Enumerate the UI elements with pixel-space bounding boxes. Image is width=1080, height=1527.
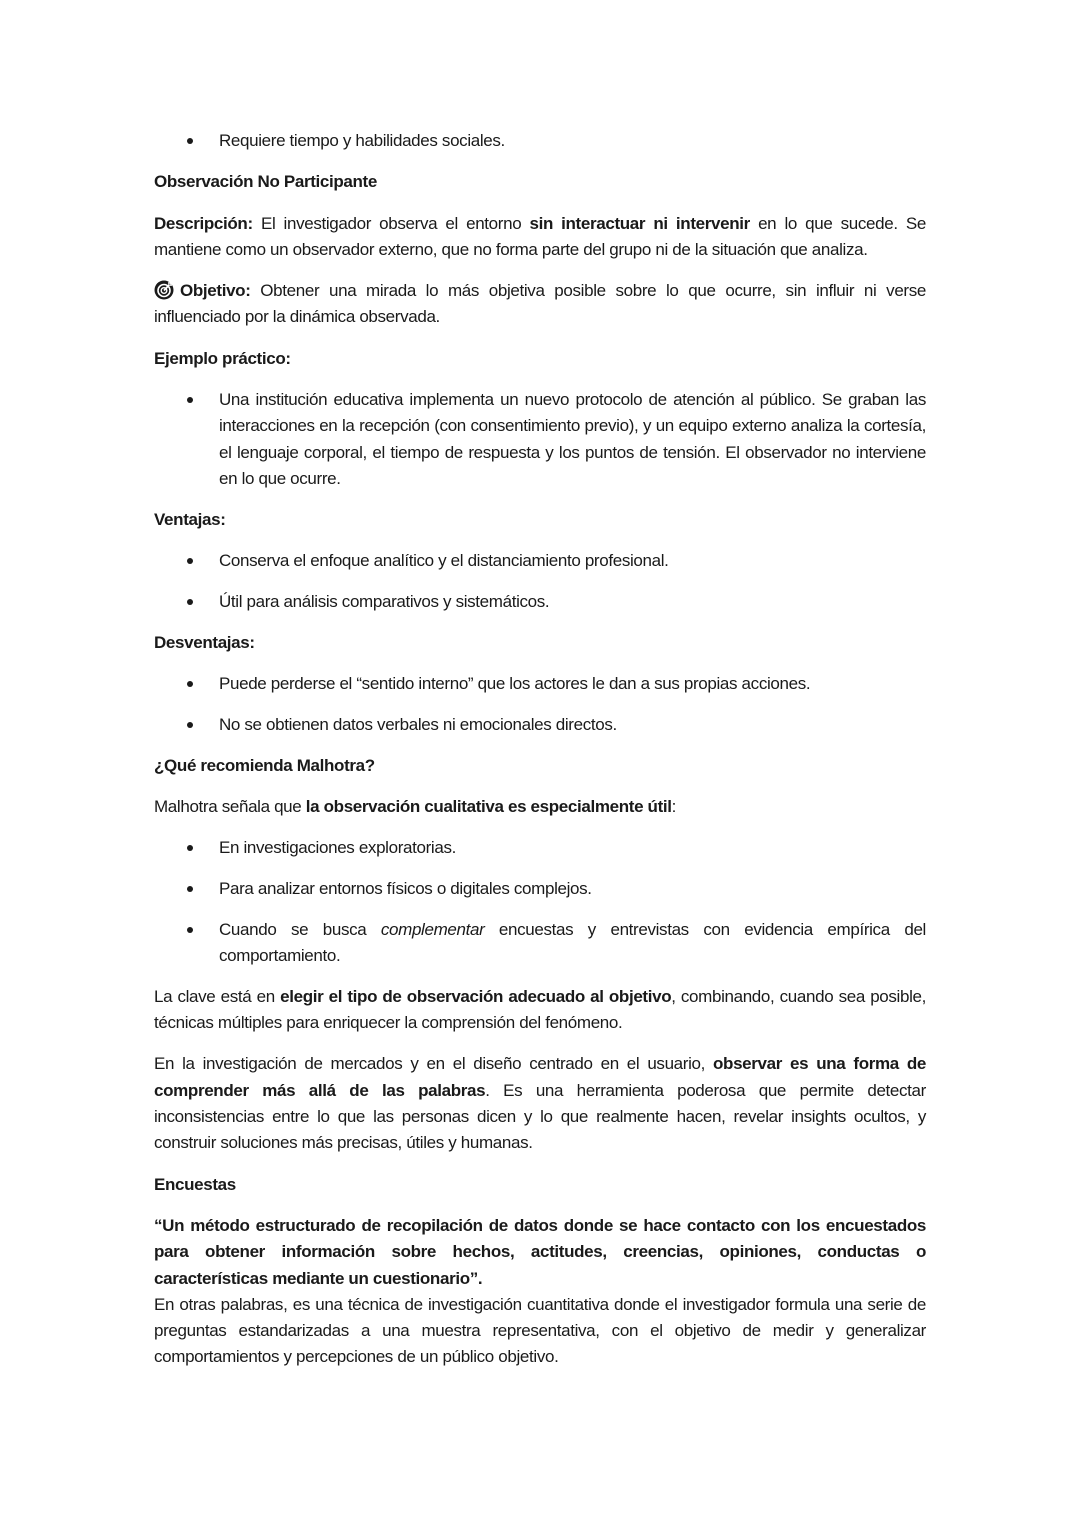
key-paragraph: La clave está en elegir el tipo de observación adecuado al objetivo, combinando, cuando sea posible, técnicas múltiples para enriquecer la comprensión del fenómeno. bbox=[154, 986, 926, 1033]
malhotra-title: ¿Qué recomienda Malhotra? bbox=[154, 755, 375, 775]
list-item: En investigaciones exploratorias. bbox=[154, 835, 926, 861]
surveys-quote: “Un método estructurado de recopilación de datos donde se hace contacto con los encuestados para obtener información sobre hechos, actitudes, creencias, opiniones, conductas o características mediante un cuestionario”. bbox=[154, 1215, 926, 1288]
advantages-title: Ventajas: bbox=[154, 509, 226, 529]
list-item: Para analizar entornos físicos o digitales complejos. bbox=[154, 876, 926, 902]
market-paragraph: En la investigación de mercados y en el diseño centrado en el usuario, observar es una forma de comprender más allá de las palabras. Es una herramienta poderosa que permite detectar inconsistencias entre lo que las personas dicen y lo que realmente hacen, revelar insights ocultos, y construir soluciones más precisas, útiles y humanas. bbox=[154, 1054, 926, 1153]
surveys-title: Encuestas bbox=[154, 1174, 236, 1194]
example-title: Ejemplo práctico: bbox=[154, 348, 291, 368]
document-page bbox=[154, 128, 926, 1386]
list-item: Puede perderse el “sentido interno” que los actores le dan a sus propias acciones. bbox=[154, 671, 926, 697]
malhotra-list bbox=[154, 835, 926, 969]
objective-paragraph: Objetivo: Obtener una mirada lo más objetiva posible sobre lo que ocurre, sin influir ni verse influenciado por la dinámica observada. bbox=[154, 281, 926, 327]
list-item: Útil para análisis comparativos y sistemáticos. bbox=[154, 589, 926, 615]
malhotra-intro: Malhotra señala que la observación cualitativa es especialmente útil: bbox=[154, 796, 677, 816]
bullet-list-social bbox=[154, 128, 926, 154]
disadvantages-title: Desventajas: bbox=[154, 632, 255, 652]
list-item: Conserva el enfoque analítico y el distanciamiento profesional. bbox=[154, 548, 926, 574]
description-paragraph: Descripción: El investigador observa el entorno sin interactuar ni intervenir en lo que sucede. Se mantiene como un observador externo, que no forma parte del grupo ni de la situación que analiza. bbox=[154, 213, 926, 259]
disadvantages-list bbox=[154, 671, 926, 738]
list-item: Una institución educativa implementa un nuevo protocolo de atención al público. Se graban las interacciones en la recepción (con consentimiento previo), y un equipo externo analiza la cortesía, el lenguaje corporal, el tiempo de respuesta y los puntos de tensión. El observador no interviene en lo que ocurre. bbox=[154, 387, 926, 492]
list-item: Requiere tiempo y habilidades sociales. bbox=[154, 128, 926, 154]
objective-label: Objetivo: bbox=[180, 281, 251, 301]
advantages-list bbox=[154, 548, 926, 615]
target-icon bbox=[154, 280, 174, 300]
example-list bbox=[154, 387, 926, 492]
list-item: No se obtienen datos verbales ni emocionales directos. bbox=[154, 712, 926, 738]
description-label: Descripción: bbox=[154, 213, 253, 233]
surveys-text: En otras palabras, es una técnica de investigación cuantitativa donde el investigador formula una serie de preguntas estandarizadas a una muestra representativa, con el objetivo de medir y generalizar comportamientos y percepciones de un público objetivo. bbox=[154, 1294, 926, 1367]
section-title: Observación No Participante bbox=[154, 172, 377, 192]
list-item: Cuando se busca complementar encuestas y entrevistas con evidencia empírica del comportamiento. bbox=[154, 917, 926, 970]
